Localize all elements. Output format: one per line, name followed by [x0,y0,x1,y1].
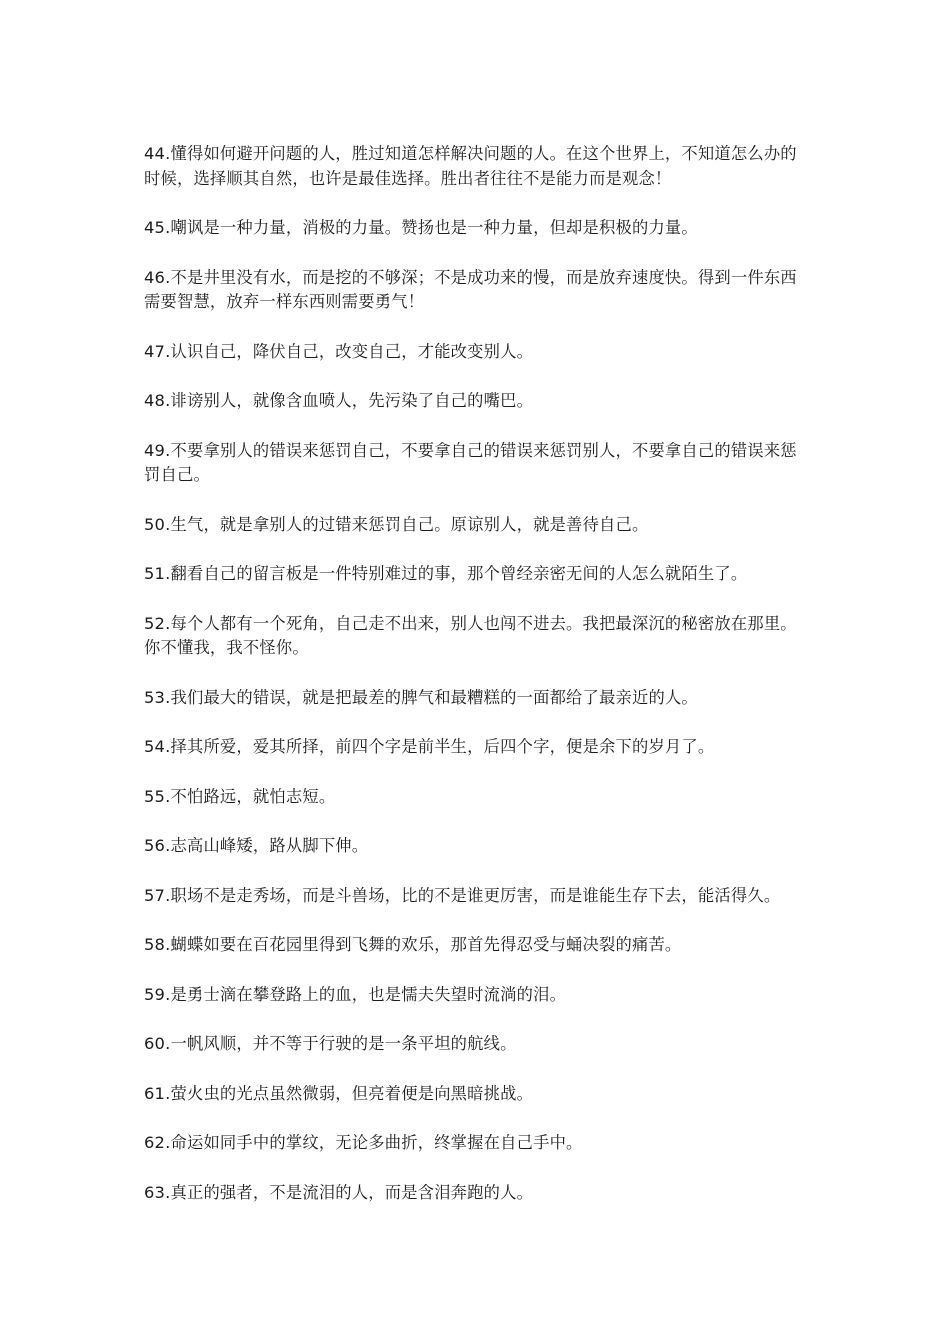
quote-46: 46.不是井里没有水，而是挖的不够深；不是成功来的慢，而是放弃速度快。得到一件东西需要智慧，放弃一样东西则需要勇气！ [144,267,797,311]
quote-58: 58.蝴蝶如要在百花园里得到飞舞的欢乐，那首先得忍受与蛹决裂的痛苦。 [144,935,682,954]
quote-54: 54.择其所爱，爱其所择，前四个字是前半生，后四个字，便是余下的岁月了。 [144,737,715,756]
quote-59: 59.是勇士滴在攀登路上的血，也是懦夫失望时流淌的泪。 [144,984,567,1004]
quote-55: 55.不怕路远，就怕志短。 [144,786,336,806]
quote-57: 57.职场不是走秀场，而是斗兽场，比的不是谁更厉害，而是谁能生存下去，能活得久。 [144,885,781,905]
quote-51: 51.翻看自己的留言板是一件特别难过的事，那个曾经亲密无间的人怎么就陌生了。 [144,564,748,583]
quote-44: 44.懂得如何避开问题的人，胜过知道怎样解决问题的人。在这个世界上，不知道怎么办的时候，选择顺其自然，也许是最佳选择。胜出者往往不是能力而是观念！ [144,144,797,188]
quote-56: 56.志高山峰矮，路从脚下伸。 [144,836,369,855]
quote-list [144,142,812,1230]
quote-52: 52.每个人都有一个死角，自己走不出来，别人也闯不进去。我把最深沉的秘密放在那里。你不懂我，我不怪你。 [144,613,797,657]
quote-47: 47.认识自己，降伏自己，改变自己，才能改变别人。 [144,341,534,361]
quote-60: 60.一帆风顺，并不等于行驶的是一条平坦的航线。 [144,1034,517,1053]
quote-61: 61.萤火虫的光点虽然微弱，但亮着便是向黑暗挑战。 [144,1083,534,1103]
quote-45: 45.嘲讽是一种力量，消极的力量。赞扬也是一种力量，但却是积极的力量。 [144,218,698,237]
quote-50: 50.生气，就是拿别人的过错来惩罚自己。原谅别人，就是善待自己。 [144,514,649,534]
quote-53: 53.我们最大的错误，就是把最差的脾气和最糟糕的一面都给了最亲近的人。 [144,687,698,707]
quote-48: 48.诽谤别人，就像含血喷人，先污染了自己的嘴巴。 [144,391,534,410]
quote-62: 62.命运如同手中的掌纹，无论多曲折，终掌握在自己手中。 [144,1133,583,1152]
quote-49: 49.不要拿别人的错误来惩罚自己，不要拿自己的错误来惩罚别人，不要拿自己的错误来惩罚自己。 [144,440,797,484]
quote-63: 63.真正的强者，不是流泪的人，而是含泪奔跑的人。 [144,1182,534,1202]
